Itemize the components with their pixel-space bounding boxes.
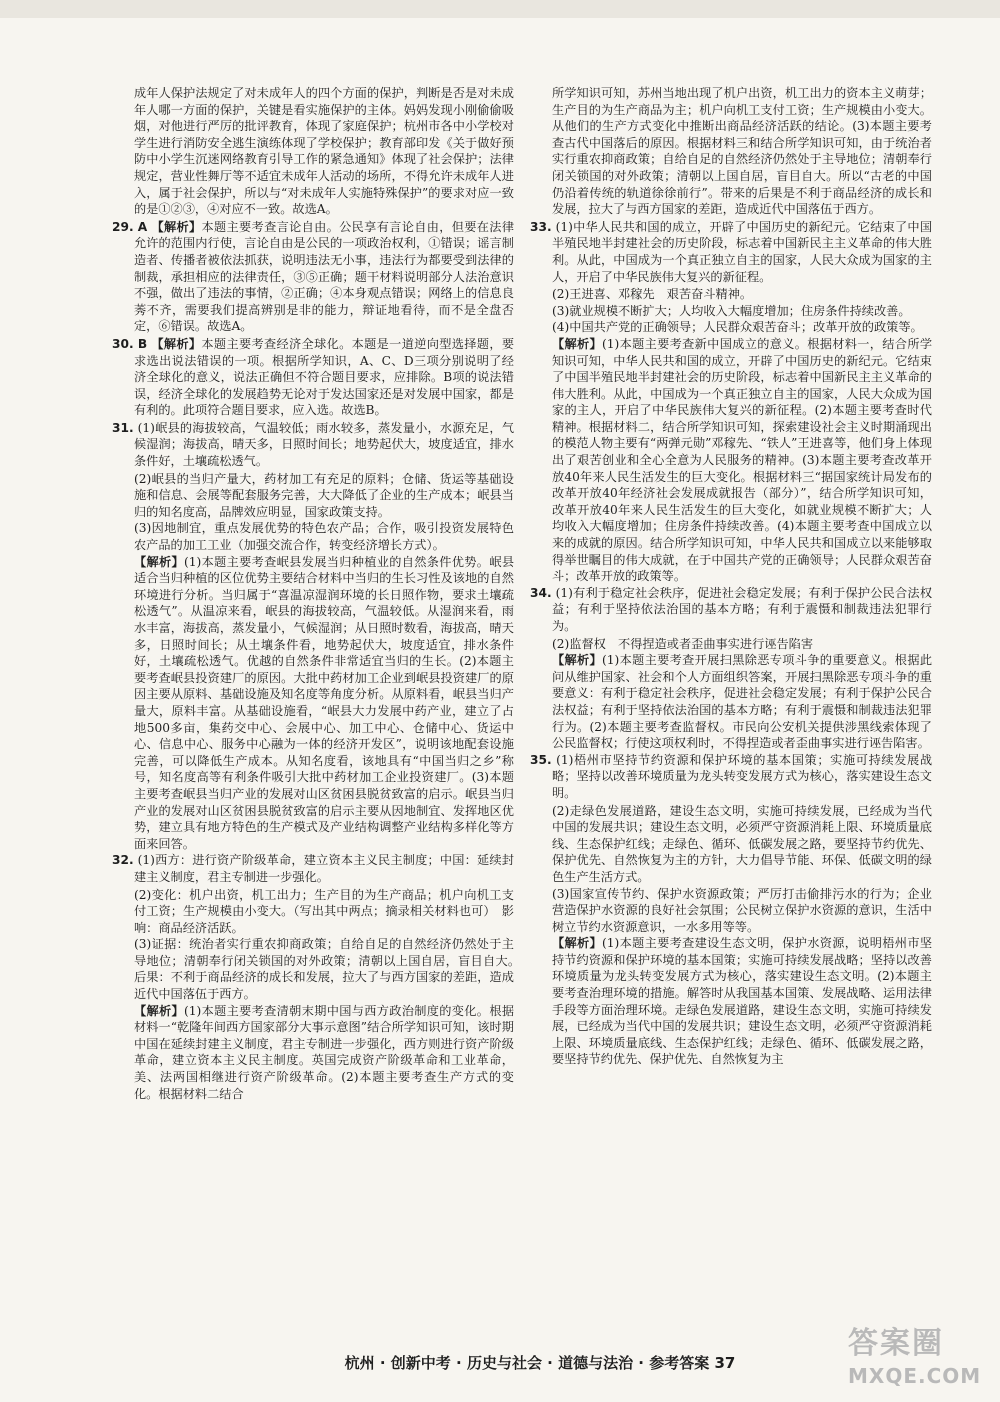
analysis-tag: 【解析】	[134, 554, 185, 569]
question-32	[112, 852, 527, 1102]
analysis-tag: 【解析】	[552, 936, 603, 951]
question-number: 31.	[112, 420, 134, 435]
analysis-text: (1)本题主要考查新中国成立的意义。根据材料一，结合所学知识可知，中华人民共和国的成立，开辟了中国历史的新纪元。它结束了中国半殖民地半封建社会的历史阶段，标志着中国新民主主义革命的伟大胜利。从此，中国成为一个真正独立自主的国家，人民大众成为国家的主人，开启了中华民族伟大复兴的新征程。(2)本题主要考查时代精神。根据材料二，结合所学知识可知，探索建设社会主义时期涌现出的模范人物主要有“两弹元勋”邓稼先、“铁人”王进喜等，他们身上体现出了艰苦创业和全心全意为人民服务的精神。(3)本题主要考查改革开放40年来人民生活发生的巨大变化。根据材料三“据国家统计局发布的改革开放40年经济社会发展成就报告（部分）”，结合所学知识可知，改革开放40年来人民生活发生的巨大变化，如就业规模不断扩大；人均收入大幅度增加；住房条件持续改善。(4)本题主要考查中国成立以来的成就的原因。结合所学知识可知，中华人民共和国成立以来能够取得举世瞩目的伟大成就，在于中国共产党的正确领导；人民群众艰苦奋斗；改革开放的政策等。	[552, 336, 933, 584]
analysis-tag: 【解析】	[552, 336, 603, 351]
answer-part-4: (4)中国共产党的正确领导；人民群众艰苦奋斗；改革开放的政策等。	[552, 320, 923, 335]
analysis-text: 本题主要考查经济全球化。本题是一道逆向型选择题，要求选出说法错误的一项。根据所学知识，A、C、D三项分别说明了经济全球化的意义，说法正确但不符合题目要求，应排除。B项的说法错误，经济全球化的发展趋势无论对于发达国家还是对发展中国家，都是有利的。此项符合题目要求，应入选。故选B。	[134, 336, 515, 418]
answer-part-2: (2)监督权 不得捏造或者歪曲事实进行诬告陷害	[552, 636, 814, 651]
answer-part-3: (3)因地制宜，重点发展优势的特色农产品；合作，吸引投资发展特色农产品的加工工业（加强交流合作，转变经济增长方式）。	[134, 521, 514, 553]
answer-part-2: (2)变化：机户出资，机工出力；生产目的为生产商品；机户向机工支付工资；生产规模由小变大。（写出其中两点；摘录相关材料也可） 影响：商品经济活跃。	[134, 887, 514, 935]
answer-part-2: (2)王进喜、邓稼先 艰苦奋斗精神。	[552, 287, 753, 302]
watermark-text-top: 答案圈	[848, 1326, 944, 1361]
watermark-logo	[848, 1318, 988, 1390]
answer-part-1: (1)梧州市坚持节约资源和保护环境的基本国策；实施可持续发展战略；坚持以改善环境质量为龙头转变发展方式为核心，落实建设生态文明。	[552, 752, 933, 800]
answer-part-3: (3)证据：统治者实行重农抑商政策；自给自足的自然经济仍然处于主导地位；清朝奉行闭关锁国的对外政策；清朝以上国自居，盲目自大。 后果：不利于商品经济的成长和发展，拉大了与西方国家的差距，造成近代中国落伍于西方。	[134, 937, 527, 1002]
right-column	[530, 85, 932, 1068]
question-number: 33.	[530, 219, 552, 234]
analysis-text: (1)本题主要考查岷县发展当归种植业的自然条件优势。岷县适合当归种植的区位优势主要结合材料中当归的生长习性及该地的自然环境进行分析。当归属于“喜温凉湿润环境的长日照作物，要求土壤疏松透气”。从温凉来看，岷县的海拔较高，气温较低。从湿润来看，雨水丰富，海拔高，蒸发量小，气候湿润；从日照时数看，海拔高，晴天多，日照时间长；从土壤条件看，地势起伏大，坡度适宜，排水条件好，土壤疏松透气。优越的自然条件非常适宜当归的生长。(2)本题主要考查岷县投资建厂的原因。大批中药材加工企业到岷县投资建厂的原因主要从原料、基础设施及知名度等角度分析。从原料看，岷县当归产量大，原料丰富。从基础设施看，“岷县大力发展中药产业，建立了占地500多亩，集药交中心、会展中心、加工中心、仓储中心、货运中心、信息中心、服务中心融为一体的经济开发区”，说明该地配套设施完善，可以降低生产成本。从知名度看，该地具有“中国当归之乡”称号，知名度高等有利条件吸引大批中药材加工企业投资建厂。(3)本题主要考查岷县当归产业的发展对山区贫困县脱贫致富的启示。岷县当归产业的发展对山区贫困县脱贫致富的启示主要从因地制宜、发挥地区优势，建立具有地方特色的生产模式及产业结构调整产业结构多样化等方面来回答。	[134, 554, 515, 851]
analysis-tag: 【解析】	[151, 219, 202, 234]
answer-part-2: (2)岷县的当归产量大，药材加工有充足的原料；仓储、货运等基础设施和信息、会展等配套服务完善，大大降低了企业的生产成本；岷县当归的知名度高，品牌效应明显，国家政策支持。	[134, 471, 514, 519]
analysis-text: (1)本题主要考查开展扫黑除恶专项斗争的重要意义。根据此问从维护国家、社会和个人方面组织答案，开展扫黑除恶专项斗争的重要意义：有利于稳定社会秩序，促进社会稳定发展；有利于保护公民合法权益；有利于坚持依法治国的基本方略；有利于震慑和制裁违法犯罪行为。(2)本题主要考查监督权。市民向公安机关提供涉黑线索体现了公民监督权；行使这项权利时，不得捏造或者歪曲事实进行诬告陷害。	[552, 653, 933, 751]
question-33	[530, 219, 932, 585]
watermark-text-bottom: MXQE.COM	[848, 1364, 982, 1388]
top-scan-strip	[0, 0, 1000, 18]
left-column	[112, 85, 527, 1102]
analysis-tag: 【解析】	[552, 653, 603, 668]
answer-part-1: (1)西方：进行资产阶级革命，建立资本主义民主制度；中国：延续封建主义制度，君主专制进一步强化。	[134, 853, 515, 884]
analysis-text: 本题主要考查言论自由。公民享有言论自由，但要在法律允许的范围内行使，言论自由是公民的一项政治权利，①错误；谣言制造者、传播者被依法抓获，说明违法无小事，违法行为都要受到法律的制裁，承担相应的法律责任，③⑤正确；题干材料说明部分人法治意识不强，做出了违法的事情，②正确；④本身观点错误；网络上的信息良莠不齐，需要我们提高辨别是非的能力，辩证地看待，而不是全盘否定，⑥错误。故选A。	[134, 219, 515, 334]
question-number: 32.	[112, 853, 134, 868]
answer-part-1: (1)岷县的海拔较高，气温较低；雨水较多，蒸发量小，水源充足，气候湿润；海拔高，晴天多，日照时间长；地势起伏大，坡度适宜，排水条件好，土壤疏松透气。	[134, 420, 515, 469]
answer-choice: A	[137, 219, 148, 234]
continuation-text: 成年人保护法规定了对未成年人的四个方面的保护，判断是否是对未成年人哪一方面的保护，关键是看实施保护的主体。妈妈发现小刚偷偷吸烟，对他进行严厉的批评教育，体现了家庭保护；杭州市各中小学校对学生进行消防安全逃生演练体现了学校保护；教育部印发《关于做好预防中小学生沉迷网络教育引导工作的紧急通知》体现了社会保护；法律规定，营业性舞厅等不适宜未成年人活动的场所，不得允许未成年人进入，属于社会保护，所以与“对未成年人实施特殊保护”的要求对应一致的是①②③，④对应不一致。故选A。	[134, 86, 514, 217]
answer-choice: B	[137, 336, 148, 351]
analysis-text: (1)本题主要考查清朝末期中国与西方政治制度的变化。根据材料一“乾隆年间西方国家部分大事示意图”结合所学知识可知，该时期中国在延续封建主义制度，君主专制进一步强化，西方则进行资产阶级革命，建立资本主义民主制度。英国完成资产阶级革命和工业革命，美、法两国相继进行资产阶级革命。(2)本题主要考查生产方式的变化。根据材料二结合	[134, 1003, 515, 1101]
question-34	[530, 585, 932, 752]
question-number: 29.	[112, 219, 134, 234]
answer-part-3: (3)就业规模不断扩大；人均收入大幅度增加；住房条件持续改善。	[552, 303, 911, 318]
continuation-text: 所学知识可知，苏州当地出现了机户出资，机工出力的资本主义萌芽；生产目的为生产商品为主；机户向机工支付工资；生产规模由小变大。从他们的生产方式变化中推断出商品经济活跃的结论。(3)本题主要考查古代中国落后的原因。根据材料三和结合所学知识可知，由于统治者实行重农抑商政策；自给自足的自然经济仍然处于主导地位；清朝奉行闭关锁国的对外政策；清朝以上国自居，盲目自大。所以“古老的中国仍沿着传统的轨道徐徐前行”。带来的后果是不利于商品经济的成长和发展，拉大了与西方国家的差距，造成近代中国落伍于西方。	[552, 86, 932, 217]
answer-part-1: (1)有利于稳定社会秩序，促进社会稳定发展；有利于保护公民合法权益；有利于坚持依法治国的基本方略；有利于震慑和制裁违法犯罪行为。	[552, 585, 933, 633]
question-number: 34.	[530, 585, 552, 600]
analysis-text: (1)本题主要考查建设生态文明，保护水资源，说明梧州市坚持节约资源和保护环境的基本国策；实施可持续发展战略；坚持以改善环境质量为龙头转变发展方式为核心，落实建设生态文明。(2)本题主要考查治理环境的措施。解答时从我国基本国策、发展战略、运用法律手段等方面治理环境。走绿色发展道路，建设生态文明，实施可持续发展，已经成为当代中国的发展共识；建设生态文明，必须严守资源消耗上限、环境质量底线、生态保护红线；走绿色、循环、低碳发展之路，要坚持节约优先、保护优先、自然恢复为主	[552, 936, 933, 1067]
question-number: 35.	[530, 752, 552, 767]
question-31	[112, 420, 514, 852]
question-30	[112, 336, 514, 419]
analysis-tag: 【解析】	[151, 336, 202, 351]
analysis-tag: 【解析】	[134, 1003, 185, 1018]
question-29	[112, 219, 514, 335]
question-number: 30.	[112, 336, 134, 351]
question-35	[530, 752, 932, 1068]
answer-part-3: (3)国家宣传节约、保护水资源政策；严厉打击偷排污水的行为；企业营造保护水资源的良好社会氛围；公民树立保护水资源的意识，生活中树立节约水资源意识，一水多用等等。	[552, 886, 932, 934]
answer-part-1: (1)中华人民共和国的成立，开辟了中国历史的新纪元。它结束了中国半殖民地半封建社会的历史阶段，标志着中国新民主主义革命的伟大胜利。从此，中国成为一个真正独立自主的国家，人民大众成为国家的主人，开启了中华民族伟大复兴的新征程。	[552, 219, 933, 284]
page-footer: 杭州 · 创新中考 · 历史与社会 · 道德与法治 · 参考答案 37	[344, 1354, 736, 1372]
answer-part-2: (2)走绿色发展道路，建设生态文明，实施可持续发展，已经成为当代中国的发展共识；建设生态文明，必须严守资源消耗上限、环境质量底线、生态保护红线；走绿色、循环、低碳发展之路，要坚持节约优先、保护优先、自然恢复为主的方针，大力倡导节能、环保、低碳文明的绿色生产生活方式。	[552, 803, 932, 884]
